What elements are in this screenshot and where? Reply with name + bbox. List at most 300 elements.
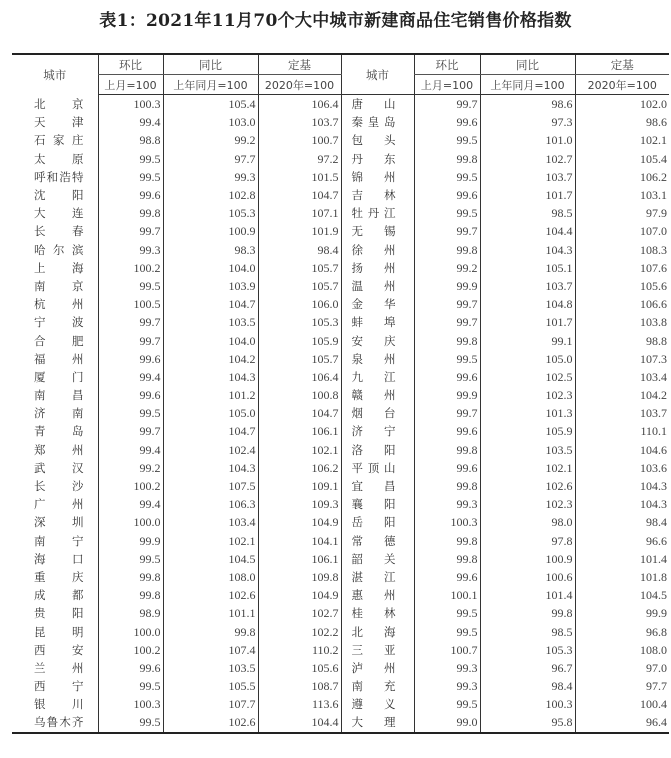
city-name-left: 沈阳 [34, 188, 84, 203]
city-name-right: 包头 [341, 131, 414, 149]
fixed-value-right: 107.3 [575, 350, 669, 368]
mom-value-left: 99.2 [98, 459, 163, 477]
yoy-value-right: 104.3 [480, 241, 575, 259]
mom-value-right: 99.6 [414, 368, 480, 386]
yoy-value-left: 104.7 [163, 422, 258, 440]
mom-value-left: 99.6 [98, 350, 163, 368]
mom-value-left: 100.3 [98, 695, 163, 713]
city-name-right: 三亚 [341, 641, 414, 659]
fixed-value-right: 108.0 [575, 641, 669, 659]
table-row [12, 295, 669, 313]
fixed-value-right: 96.4 [575, 713, 669, 732]
fixed-value-left: 106.4 [258, 368, 341, 386]
mom-value-right: 99.8 [414, 331, 480, 349]
mom-value-left: 99.6 [98, 659, 163, 677]
yoy-value-right: 96.7 [480, 659, 575, 677]
table-row [12, 713, 669, 732]
fixed-value-right: 105.6 [575, 277, 669, 295]
city-name-right: 桂林 [341, 604, 414, 622]
fixed-value-right: 97.9 [575, 204, 669, 222]
table-row [12, 404, 669, 422]
header-yoy-left: 同比 [163, 54, 258, 75]
yoy-value-left: 104.0 [163, 331, 258, 349]
mom-value-right: 99.9 [414, 277, 480, 295]
city-name-right: 洛阳 [341, 441, 414, 459]
mom-value-left: 98.8 [98, 131, 163, 149]
fixed-value-right: 101.8 [575, 568, 669, 586]
mom-value-right: 99.5 [414, 604, 480, 622]
fixed-value-left: 104.9 [258, 586, 341, 604]
mom-value-right: 99.8 [414, 477, 480, 495]
mom-value-left: 100.0 [98, 513, 163, 531]
fixed-value-left: 102.7 [258, 604, 341, 622]
city-name-right: 温州 [341, 277, 414, 295]
city-name-right: 北海 [341, 622, 414, 640]
mom-value-right: 99.0 [414, 713, 480, 732]
mom-value-left: 99.4 [98, 441, 163, 459]
fixed-value-right: 106.2 [575, 168, 669, 186]
yoy-value-right: 101.0 [480, 131, 575, 149]
fixed-value-left: 110.2 [258, 641, 341, 659]
mom-value-right: 99.6 [414, 186, 480, 204]
yoy-value-right: 98.0 [480, 513, 575, 531]
table-row [12, 532, 669, 550]
yoy-value-left: 107.5 [163, 477, 258, 495]
yoy-value-left: 105.3 [163, 204, 258, 222]
fixed-value-left: 98.4 [258, 241, 341, 259]
fixed-value-left: 104.7 [258, 186, 341, 204]
fixed-value-right: 99.9 [575, 604, 669, 622]
yoy-value-right: 98.5 [480, 204, 575, 222]
city-name-left: 郑州 [34, 442, 84, 457]
fixed-value-right: 104.3 [575, 495, 669, 513]
yoy-value-right: 103.7 [480, 168, 575, 186]
city-name-left: 长春 [34, 224, 84, 239]
mom-value-right: 99.5 [414, 168, 480, 186]
mom-value-left: 99.8 [98, 204, 163, 222]
fixed-value-left: 104.7 [258, 404, 341, 422]
mom-value-right: 99.3 [414, 495, 480, 513]
city-name-left: 长沙 [34, 479, 84, 494]
city-name-left: 海口 [34, 551, 84, 566]
city-name-right: 宜昌 [341, 477, 414, 495]
yoy-value-left: 103.0 [163, 113, 258, 131]
fixed-value-right: 102.1 [575, 131, 669, 149]
header-yoy-base-right: 上年同月=100 [480, 75, 575, 95]
city-name-left: 上海 [34, 260, 84, 275]
fixed-value-left: 97.2 [258, 150, 341, 168]
yoy-value-right: 103.7 [480, 277, 575, 295]
fixed-value-left: 109.3 [258, 495, 341, 513]
yoy-value-left: 104.0 [163, 259, 258, 277]
yoy-value-left: 105.5 [163, 677, 258, 695]
city-name-right: 唐山 [341, 95, 414, 114]
fixed-value-left: 105.7 [258, 277, 341, 295]
yoy-value-left: 104.5 [163, 550, 258, 568]
fixed-value-left: 104.9 [258, 513, 341, 531]
city-name-left: 宁波 [34, 315, 84, 330]
city-name-right: 九江 [341, 368, 414, 386]
mom-value-right: 100.1 [414, 586, 480, 604]
yoy-value-right: 102.6 [480, 477, 575, 495]
table-row [12, 168, 669, 186]
yoy-value-right: 102.7 [480, 150, 575, 168]
fixed-value-right: 98.6 [575, 113, 669, 131]
fixed-value-left: 103.7 [258, 113, 341, 131]
mom-value-right: 99.2 [414, 259, 480, 277]
header-fixed-right: 定基 [575, 54, 669, 75]
fixed-value-left: 102.1 [258, 441, 341, 459]
yoy-value-right: 101.3 [480, 404, 575, 422]
fixed-value-left: 108.7 [258, 677, 341, 695]
fixed-value-left: 105.3 [258, 313, 341, 331]
yoy-value-right: 100.9 [480, 550, 575, 568]
yoy-value-left: 103.5 [163, 659, 258, 677]
yoy-value-right: 95.8 [480, 713, 575, 732]
fixed-value-left: 106.4 [258, 95, 341, 114]
fixed-value-right: 104.3 [575, 477, 669, 495]
table-row [12, 477, 669, 495]
mom-value-left: 99.5 [98, 404, 163, 422]
table-row [12, 331, 669, 349]
header-mom-base-right: 上月=100 [414, 75, 480, 95]
table-row [12, 568, 669, 586]
table-row [12, 313, 669, 331]
header-yoy-base-left: 上年同月=100 [163, 75, 258, 95]
yoy-value-right: 101.7 [480, 313, 575, 331]
yoy-value-right: 102.5 [480, 368, 575, 386]
yoy-value-right: 97.8 [480, 532, 575, 550]
table-title: 表1：2021年11月70个大中城市新建商品住宅销售价格指数 [99, 11, 572, 31]
city-name-left: 兰州 [34, 660, 84, 675]
table-row [12, 186, 669, 204]
city-name-right: 无锡 [341, 222, 414, 240]
table-row [12, 550, 669, 568]
mom-value-right: 99.6 [414, 459, 480, 477]
fixed-value-right: 107.0 [575, 222, 669, 240]
mom-value-left: 99.8 [98, 568, 163, 586]
fixed-value-right: 106.6 [575, 295, 669, 313]
city-name-left: 西安 [34, 642, 84, 657]
fixed-value-right: 103.8 [575, 313, 669, 331]
table-row [12, 150, 669, 168]
city-name-right: 丹东 [341, 150, 414, 168]
yoy-value-right: 102.3 [480, 495, 575, 513]
mom-value-right: 99.7 [414, 404, 480, 422]
city-name-left: 武汉 [34, 460, 84, 475]
yoy-value-left: 101.1 [163, 604, 258, 622]
mom-value-left: 100.2 [98, 641, 163, 659]
yoy-value-right: 100.3 [480, 695, 575, 713]
header-mom-right: 环比 [414, 54, 480, 75]
table-row [12, 495, 669, 513]
yoy-value-right: 100.6 [480, 568, 575, 586]
city-name-right: 惠州 [341, 586, 414, 604]
mom-value-right: 99.5 [414, 131, 480, 149]
fixed-value-left: 109.1 [258, 477, 341, 495]
mom-value-right: 99.3 [414, 659, 480, 677]
fixed-value-left: 102.2 [258, 622, 341, 640]
city-name-left: 石家庄 [34, 133, 84, 148]
yoy-value-right: 101.4 [480, 586, 575, 604]
city-name-right: 扬州 [341, 259, 414, 277]
city-name-right: 金华 [341, 295, 414, 313]
mom-value-left: 100.2 [98, 477, 163, 495]
city-name-left: 重庆 [34, 569, 84, 584]
city-name-left: 南宁 [34, 533, 84, 548]
city-name-right: 牡丹江 [341, 204, 414, 222]
city-name-right: 襄阳 [341, 495, 414, 513]
yoy-value-left: 102.8 [163, 186, 258, 204]
city-name-left: 大连 [34, 206, 84, 221]
mom-value-right: 99.9 [414, 386, 480, 404]
mom-value-left: 99.4 [98, 495, 163, 513]
city-name-left: 合肥 [34, 333, 84, 348]
table-row [12, 641, 669, 659]
city-name-left: 青岛 [34, 424, 84, 439]
city-name-right: 泸州 [341, 659, 414, 677]
yoy-value-right: 99.1 [480, 331, 575, 349]
city-name-right: 徐州 [341, 241, 414, 259]
yoy-value-left: 98.3 [163, 241, 258, 259]
header-city-right: 城市 [341, 54, 414, 95]
city-name-right: 锦州 [341, 168, 414, 186]
yoy-value-right: 98.4 [480, 677, 575, 695]
mom-value-right: 99.5 [414, 204, 480, 222]
mom-value-right: 99.7 [414, 95, 480, 114]
table-row [12, 204, 669, 222]
city-name-right: 韶关 [341, 550, 414, 568]
city-name-left: 福州 [34, 351, 84, 366]
yoy-value-left: 99.3 [163, 168, 258, 186]
yoy-value-left: 99.8 [163, 622, 258, 640]
fixed-value-right: 103.1 [575, 186, 669, 204]
mom-value-right: 99.6 [414, 568, 480, 586]
mom-value-left: 99.6 [98, 386, 163, 404]
yoy-value-right: 104.4 [480, 222, 575, 240]
city-name-left: 哈尔滨 [34, 242, 84, 257]
table-row [12, 113, 669, 131]
city-name-left: 呼和浩特 [34, 169, 84, 184]
mom-value-right: 99.7 [414, 222, 480, 240]
fixed-value-left: 113.6 [258, 695, 341, 713]
fixed-value-right: 104.5 [575, 586, 669, 604]
fixed-value-left: 104.1 [258, 532, 341, 550]
table-row [12, 241, 669, 259]
yoy-value-left: 106.3 [163, 495, 258, 513]
yoy-value-left: 101.2 [163, 386, 258, 404]
city-name-left: 厦门 [34, 369, 84, 384]
fixed-value-left: 109.8 [258, 568, 341, 586]
table-row [12, 277, 669, 295]
city-name-left: 济南 [34, 406, 84, 421]
fixed-value-right: 102.0 [575, 95, 669, 114]
yoy-value-right: 105.3 [480, 641, 575, 659]
mom-value-left: 100.5 [98, 295, 163, 313]
mom-value-right: 99.7 [414, 295, 480, 313]
fixed-value-left: 100.7 [258, 131, 341, 149]
yoy-value-left: 107.4 [163, 641, 258, 659]
table-row [12, 131, 669, 149]
mom-value-right: 99.5 [414, 622, 480, 640]
yoy-value-left: 99.2 [163, 131, 258, 149]
mom-value-left: 99.4 [98, 113, 163, 131]
yoy-value-right: 103.5 [480, 441, 575, 459]
city-name-right: 大理 [341, 713, 414, 732]
city-name-right: 烟台 [341, 404, 414, 422]
city-name-right: 赣州 [341, 386, 414, 404]
header-yoy-right: 同比 [480, 54, 575, 75]
city-name-left: 南昌 [34, 388, 84, 403]
table-row [12, 350, 669, 368]
header-city-left: 城市 [12, 54, 98, 95]
table-row [12, 513, 669, 531]
yoy-value-left: 103.9 [163, 277, 258, 295]
yoy-value-right: 98.6 [480, 95, 575, 114]
city-name-left: 贵阳 [34, 606, 84, 621]
city-name-left: 昆明 [34, 624, 84, 639]
mom-value-right: 99.6 [414, 422, 480, 440]
mom-value-left: 99.7 [98, 313, 163, 331]
price-index-table [12, 53, 669, 734]
mom-value-right: 100.3 [414, 513, 480, 531]
city-name-left: 太原 [34, 151, 84, 166]
city-name-right: 安庆 [341, 331, 414, 349]
fixed-value-left: 107.1 [258, 204, 341, 222]
city-name-right: 南充 [341, 677, 414, 695]
fixed-value-left: 106.1 [258, 550, 341, 568]
header-fixed-base-left: 2020年=100 [258, 75, 341, 95]
yoy-value-left: 107.7 [163, 695, 258, 713]
city-name-right: 秦皇岛 [341, 113, 414, 131]
mom-value-left: 99.3 [98, 241, 163, 259]
mom-value-left: 100.0 [98, 622, 163, 640]
table-row [12, 95, 669, 114]
mom-value-left: 99.7 [98, 331, 163, 349]
table-row [12, 459, 669, 477]
fixed-value-left: 105.9 [258, 331, 341, 349]
mom-value-right: 99.5 [414, 695, 480, 713]
yoy-value-left: 102.4 [163, 441, 258, 459]
fixed-value-left: 105.7 [258, 350, 341, 368]
yoy-value-right: 105.9 [480, 422, 575, 440]
mom-value-left: 99.7 [98, 222, 163, 240]
mom-value-left: 99.4 [98, 368, 163, 386]
fixed-value-right: 104.6 [575, 441, 669, 459]
yoy-value-left: 102.6 [163, 713, 258, 732]
mom-value-right: 99.8 [414, 550, 480, 568]
fixed-value-left: 100.8 [258, 386, 341, 404]
city-name-left: 杭州 [34, 297, 84, 312]
yoy-value-right: 102.3 [480, 386, 575, 404]
city-name-right: 平顶山 [341, 459, 414, 477]
city-name-left: 南京 [34, 278, 84, 293]
table-row [12, 695, 669, 713]
yoy-value-left: 104.3 [163, 368, 258, 386]
mom-value-left: 100.3 [98, 95, 163, 114]
yoy-value-left: 100.9 [163, 222, 258, 240]
mom-value-right: 99.8 [414, 150, 480, 168]
yoy-value-right: 102.1 [480, 459, 575, 477]
yoy-value-right: 104.8 [480, 295, 575, 313]
mom-value-left: 99.9 [98, 532, 163, 550]
city-name-right: 常德 [341, 532, 414, 550]
fixed-value-right: 107.6 [575, 259, 669, 277]
city-name-left: 深圳 [34, 515, 84, 530]
fixed-value-right: 110.1 [575, 422, 669, 440]
mom-value-left: 99.5 [98, 150, 163, 168]
yoy-value-left: 103.5 [163, 313, 258, 331]
fixed-value-right: 98.4 [575, 513, 669, 531]
fixed-value-left: 101.9 [258, 222, 341, 240]
mom-value-right: 99.8 [414, 441, 480, 459]
city-name-right: 济宁 [341, 422, 414, 440]
city-name-left: 银川 [34, 697, 84, 712]
yoy-value-left: 97.7 [163, 150, 258, 168]
yoy-value-right: 98.5 [480, 622, 575, 640]
table-row [12, 622, 669, 640]
mom-value-left: 99.5 [98, 713, 163, 732]
fixed-value-right: 100.4 [575, 695, 669, 713]
mom-value-left: 99.5 [98, 550, 163, 568]
table-row [12, 222, 669, 240]
yoy-value-left: 102.6 [163, 586, 258, 604]
fixed-value-left: 105.6 [258, 659, 341, 677]
fixed-value-left: 104.4 [258, 713, 341, 732]
yoy-value-right: 99.8 [480, 604, 575, 622]
fixed-value-left: 106.2 [258, 459, 341, 477]
fixed-value-right: 97.0 [575, 659, 669, 677]
fixed-value-left: 101.5 [258, 168, 341, 186]
mom-value-right: 99.7 [414, 313, 480, 331]
city-name-left: 广州 [34, 497, 84, 512]
mom-value-left: 99.5 [98, 677, 163, 695]
yoy-value-right: 97.3 [480, 113, 575, 131]
table-row [12, 677, 669, 695]
fixed-value-left: 106.1 [258, 422, 341, 440]
yoy-value-left: 105.0 [163, 404, 258, 422]
header-fixed-base-right: 2020年=100 [575, 75, 669, 95]
yoy-value-left: 103.4 [163, 513, 258, 531]
yoy-value-left: 108.0 [163, 568, 258, 586]
mom-value-left: 99.5 [98, 277, 163, 295]
yoy-value-right: 105.0 [480, 350, 575, 368]
fixed-value-right: 97.7 [575, 677, 669, 695]
table-row [12, 386, 669, 404]
city-name-right: 岳阳 [341, 513, 414, 531]
mom-value-left: 99.6 [98, 186, 163, 204]
city-name-right: 遵义 [341, 695, 414, 713]
city-name-left: 乌鲁木齐 [12, 713, 98, 732]
mom-value-left: 98.9 [98, 604, 163, 622]
fixed-value-right: 103.7 [575, 404, 669, 422]
fixed-value-left: 106.0 [258, 295, 341, 313]
fixed-value-right: 96.8 [575, 622, 669, 640]
city-name-left: 西宁 [34, 679, 84, 694]
fixed-value-right: 104.2 [575, 386, 669, 404]
mom-value-right: 99.6 [414, 113, 480, 131]
table-row [12, 368, 669, 386]
fixed-value-left: 105.7 [258, 259, 341, 277]
fixed-value-right: 105.4 [575, 150, 669, 168]
city-name-right: 蚌埠 [341, 313, 414, 331]
table-row [12, 659, 669, 677]
yoy-value-left: 104.2 [163, 350, 258, 368]
city-name-left: 成都 [34, 588, 84, 603]
header-fixed-left: 定基 [258, 54, 341, 75]
fixed-value-right: 101.4 [575, 550, 669, 568]
fixed-value-right: 108.3 [575, 241, 669, 259]
